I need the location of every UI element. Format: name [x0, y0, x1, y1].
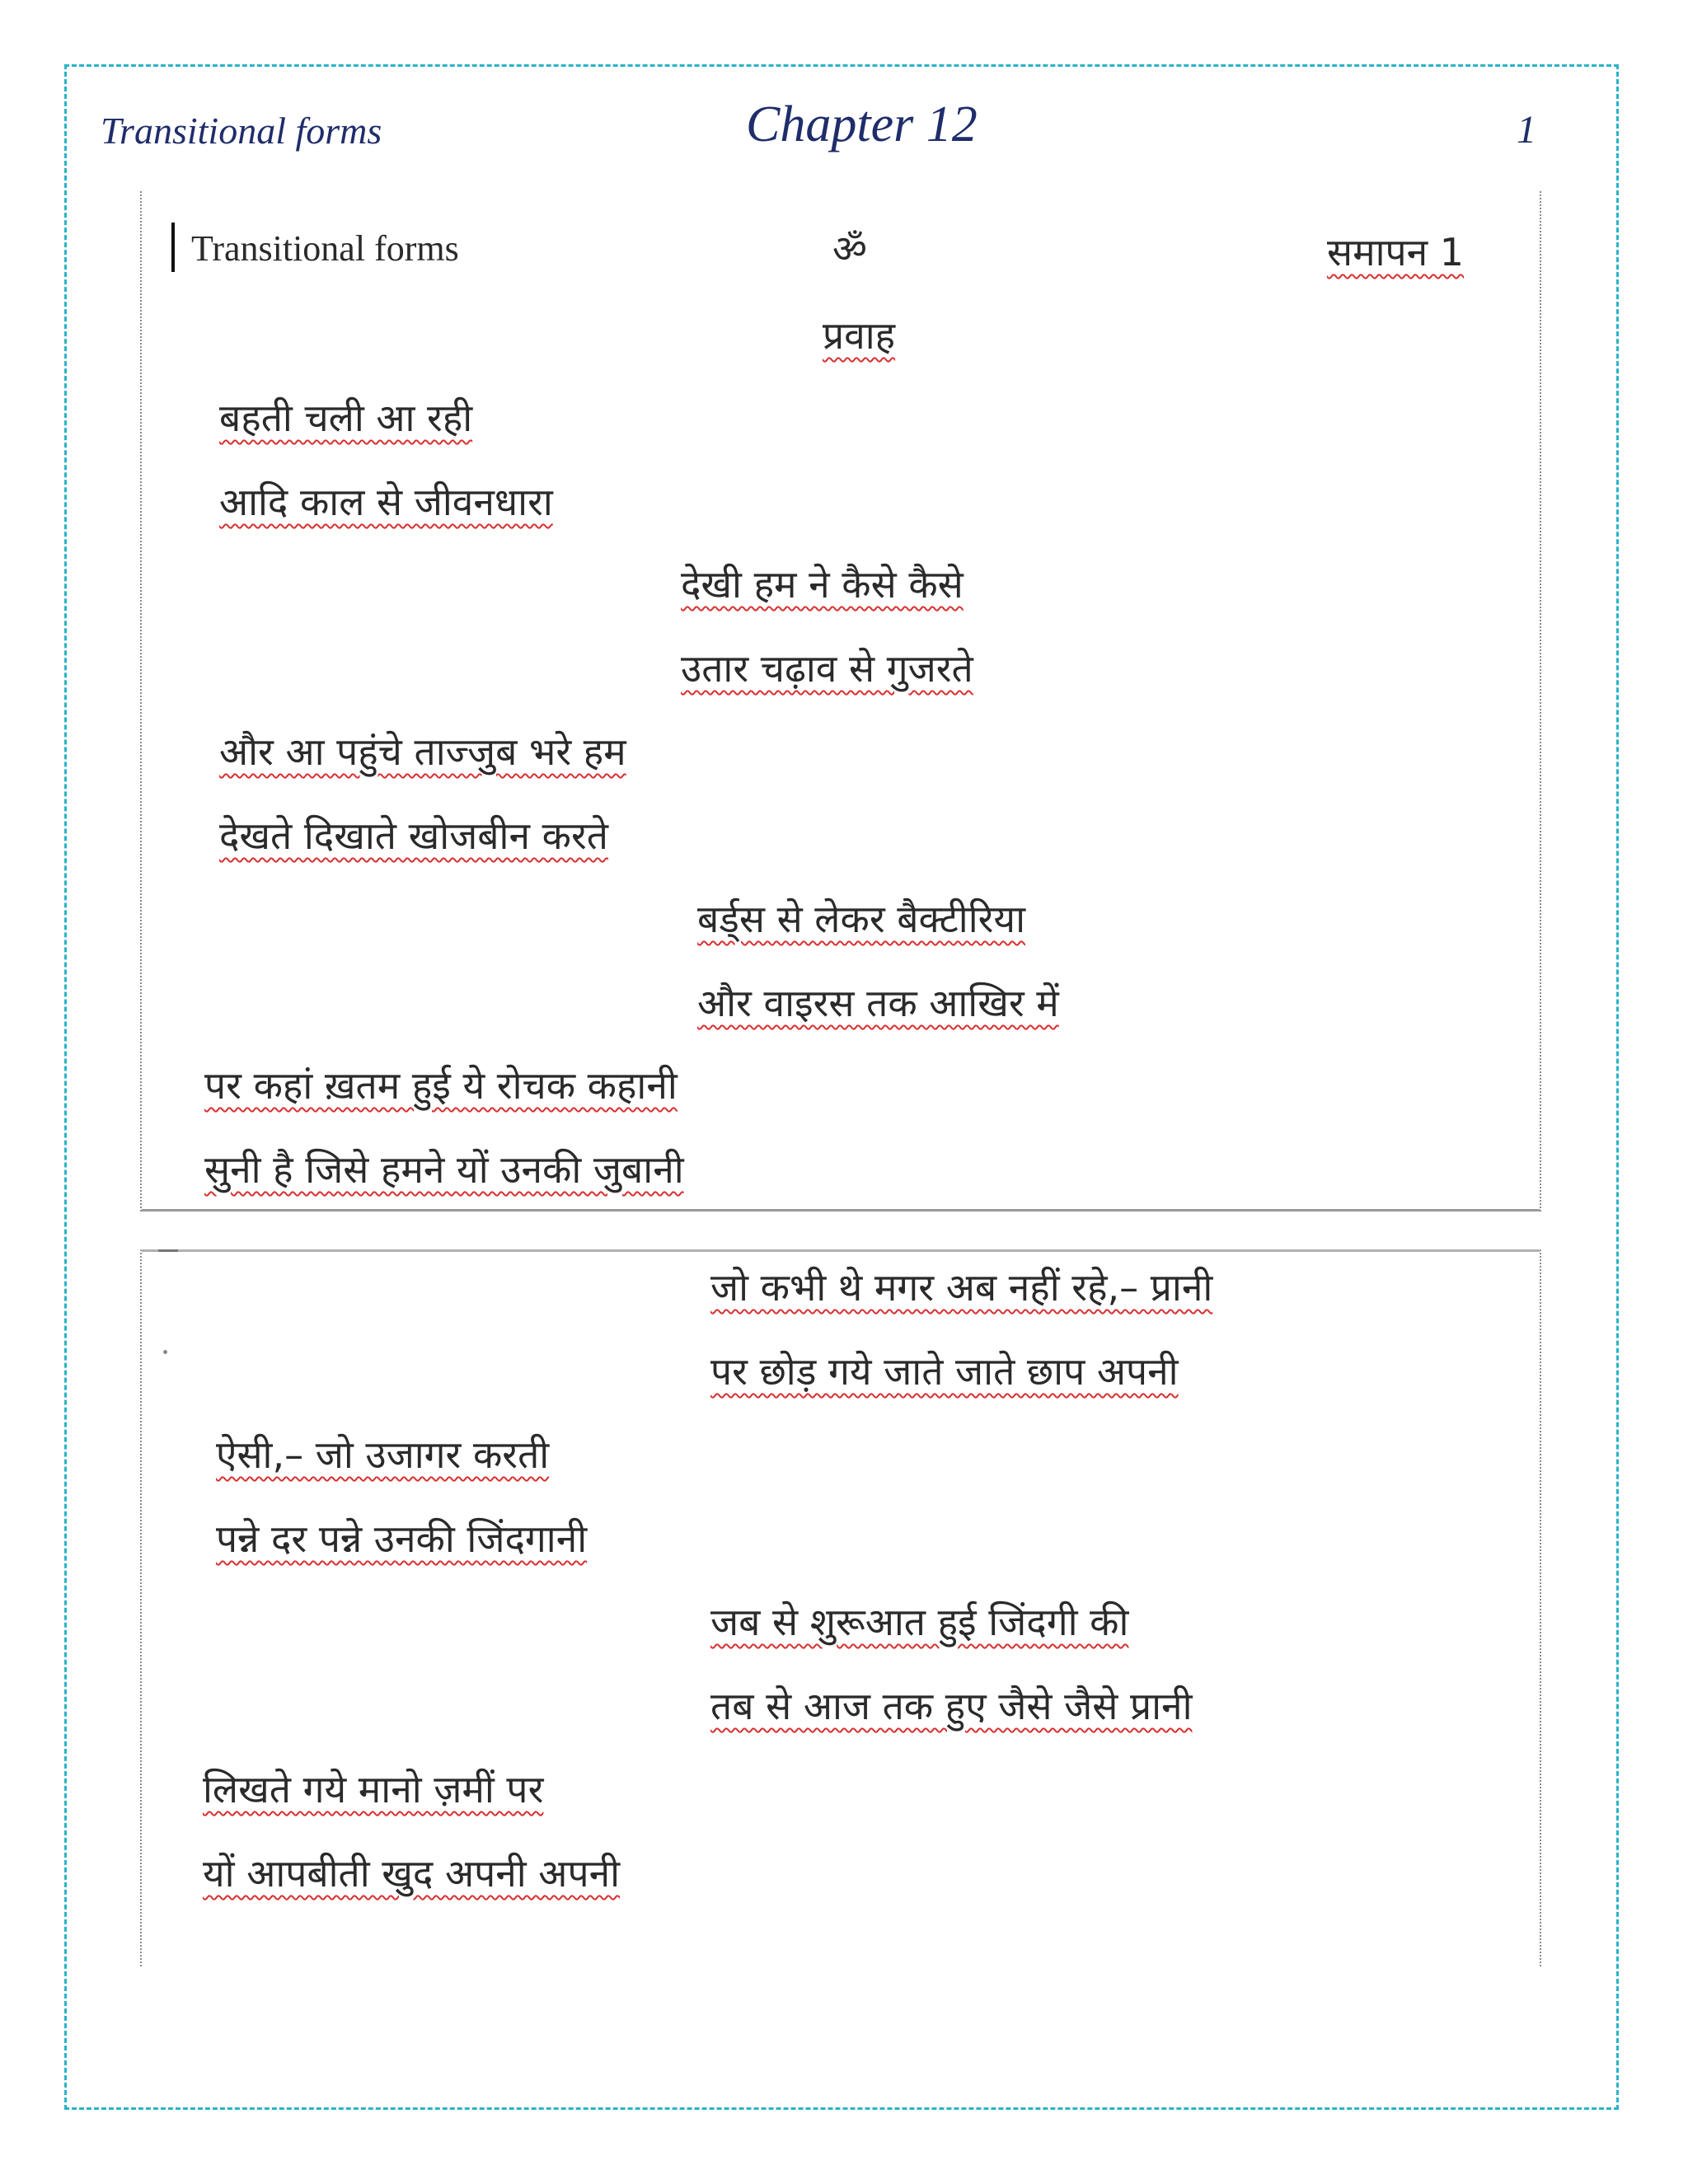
poem-title: प्रवाह	[823, 313, 896, 358]
page-header-chapter: Chapter 12	[746, 96, 978, 152]
poem-line: लिखते गये मानो ज़मीं पर	[203, 1767, 544, 1811]
poem-line: यों आपबीती खुद अपनी अपनी	[203, 1851, 621, 1896]
poem-line: पर छोड़ गये जाते जाते छाप अपनी	[710, 1349, 1179, 1394]
poem-line: जब से शुरूआत हुई जिंदगी की	[710, 1600, 1129, 1644]
doc-header-left: Transitional forms	[191, 228, 459, 269]
poem-line: और वाइरस तक आखिर में	[697, 981, 1059, 1025]
poem-line: सुनी है जिसे हमने यों उनकी जुबानी	[204, 1147, 684, 1192]
poem-line: और आ पहुंचे ताज्जुब भरे हम	[219, 729, 626, 774]
margin-dot	[163, 1350, 167, 1354]
doc-header-right: समापन 1	[1327, 230, 1465, 274]
poem-line: जो कभी थे मगर अब नहीं रहे,– प्रानी	[710, 1265, 1213, 1310]
page-header-page-number: 1	[1517, 108, 1536, 152]
ruler-tick	[158, 1249, 178, 1252]
poem-line: तब से आज तक हुए जैसे जैसे प्रानी	[710, 1684, 1193, 1728]
doc-header-om: ॐ	[832, 227, 867, 271]
poem-line: उतार चढ़ाव से गुजरते	[681, 646, 973, 691]
page-header-left: Transitional forms	[101, 110, 382, 152]
poem-line: बर्ड्स से लेकर बैक्टीरिया	[697, 897, 1026, 941]
poem-line: ऐसी,– जो उजागर करती	[216, 1432, 550, 1477]
poem-line: देखी हम ने कैसे कैसे	[681, 562, 964, 607]
text-cursor	[171, 223, 175, 272]
poem-line: पर कहां ख़तम हुई ये रोचक कहानी	[204, 1063, 678, 1108]
poem-line: देखते दिखाते खोजबीन करते	[219, 813, 608, 858]
poem-line: आदि काल से जीवनधारा	[219, 480, 553, 524]
poem-line: पन्ने दर पन्ने उनकी जिंदगानी	[216, 1516, 588, 1561]
poem-line: बहती चली आ रही	[219, 396, 473, 440]
